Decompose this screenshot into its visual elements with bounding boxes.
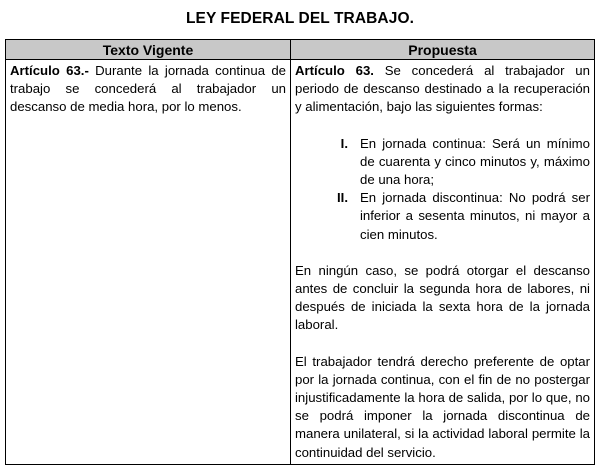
list-item-text: En jornada continua: Será un mínimo de cuarenta y cinco minutos y, máximo de una hora;: [360, 135, 590, 188]
list-item: [295, 135, 590, 190]
propuesta-intro-text: Se concederá al trabajador un periodo de descanso destinado a la recuperación y alimentación, bajo las siguientes formas:: [295, 63, 590, 115]
table-row: [6, 60, 595, 465]
list-item-number: II.: [337, 190, 348, 206]
cell-texto-vigente: [6, 60, 291, 465]
vigente-paragraph: [10, 62, 286, 117]
list-item: [295, 189, 590, 244]
cell-propuesta: [291, 60, 595, 465]
list-item-number: I.: [340, 135, 348, 151]
propuesta-intro: [295, 62, 590, 117]
document-title: LEY FEDERAL DEL TRABAJO.: [185, 10, 415, 27]
header-propuesta: Propuesta: [291, 40, 595, 60]
propuesta-list: [295, 135, 590, 244]
list-item-text: En jornada discontinua: No podrá ser inferior a sesenta minutos, ni mayor a cien minutos.: [360, 190, 590, 242]
propuesta-paragraph-2: El trabajador tendrá derecho preferente de optar por la jornada continua, con el fin de no postergar injustificadamente la hora de salida, por lo que, no se podrá imponer la jornada discontinua de manera unilateral, si la actividad laboral permite la continuidad del servicio.: [295, 353, 590, 460]
header-texto-vigente: Texto Vigente: [6, 40, 291, 60]
table-header-row: [6, 40, 595, 60]
vigente-article-label: Artículo 63.-: [10, 63, 89, 78]
comparison-table: [5, 39, 595, 465]
propuesta-article-label: Artículo 63.: [295, 63, 374, 78]
propuesta-paragraph-1: En ningún caso, se podrá otorgar el descanso antes de concluir la segunda hora de labores, ni después de iniciada la sexta hora de la jornada laboral.: [295, 262, 590, 333]
vigente-article-text: Durante la jornada continua de trabajo se concederá al trabajador un descanso de media hora, por lo menos.: [10, 63, 286, 115]
